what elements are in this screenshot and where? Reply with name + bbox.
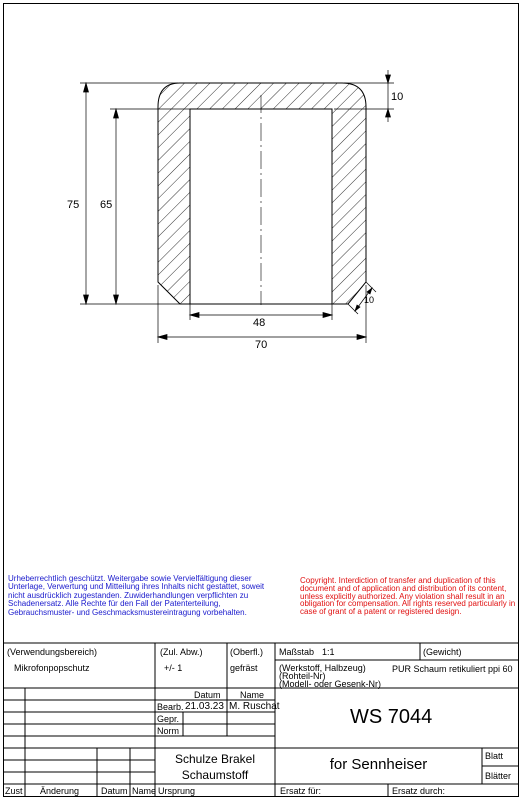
massstab-value: 1:1 [322,647,335,657]
blatt-label: Blatt [485,751,504,761]
bearb-label: Bearb. [157,702,184,712]
company-line1: Schulze Brakel [174,752,256,766]
ersatz-fuer-label: Ersatz für: [280,786,322,796]
customer: for Sennheiser [329,756,428,773]
ursprung-label: Ursprung [158,786,196,796]
name2-label: Name [132,786,157,796]
aenderung-label: Änderung [40,786,80,796]
copyright-notice-de: Urheberrechtlich geschützt. Weitergabe sowie Vervielfältigung dieser Unterlage, Verwertung und Mitteilung ihres Inhalts nicht gestattet, soweit nicht ausdrücklich zugestanden. Zuwiderhandlungen verpflichten zu Schadenersatz. Alle Rechte für den Fall der Patenterteilung, Gebrauchsmuster- und Geschmacksmustereintragung vorbehalten. [8,574,265,617]
oberfl-value: gefräst [230,663,258,673]
zul-abw-label: (Zul. Abw.) [160,647,203,657]
dim-label-70: 70 [255,339,268,351]
gepr-label: Gepr. [157,714,180,724]
datum2-label: Datum [101,786,128,796]
dim-label-65: 65 [100,199,113,211]
bearb-date: 21.03.23 [185,701,224,712]
dim-label-10-top: 10 [391,91,404,103]
material-value: PUR Schaum retikuliert ppi 60 [392,664,513,674]
gewicht-label: (Gewicht) [423,647,462,657]
norm-label: Norm [157,726,179,736]
rohteil-label: (Rohteil-Nr) [279,671,326,681]
company-line2: Schaumstoff [181,768,249,782]
zust-label: Zust [5,786,23,796]
name-label: Name [240,690,265,700]
modell-label: (Modell- oder Gesenk-Nr) [279,679,382,689]
bearb-name: M. Ruschat [229,701,280,712]
dim-label-75: 75 [67,199,80,211]
dim-label-10-chamfer: 10 [364,295,375,305]
verwendungsbereich-value: Mikrofonpopschutz [14,663,90,673]
zul-abw-value: +/- 1 [164,663,183,673]
drawing-number: WS 7044 [350,706,433,728]
blaetter-label: Blätter [485,771,512,781]
werkstoff-label: (Werkstoff, Halbzeug) [279,663,366,673]
copyright-notice-en: Copyright. Interdiction of transfer and duplication of this document and of application and distribution of its content, unless explicitly authorized. Any violation shall result in an obligation for compensation. All rights reserved particularly in case of grant of a patent or registered design. [300,576,516,617]
oberfl-label: (Oberfl.) [230,647,264,657]
massstab-label: Maßstab [279,647,315,657]
dim-label-48: 48 [253,317,266,329]
ersatz-durch-label: Ersatz durch: [392,786,446,796]
verwendungsbereich-label: (Verwendungsbereich) [7,647,98,657]
datum-label: Datum [194,690,221,700]
